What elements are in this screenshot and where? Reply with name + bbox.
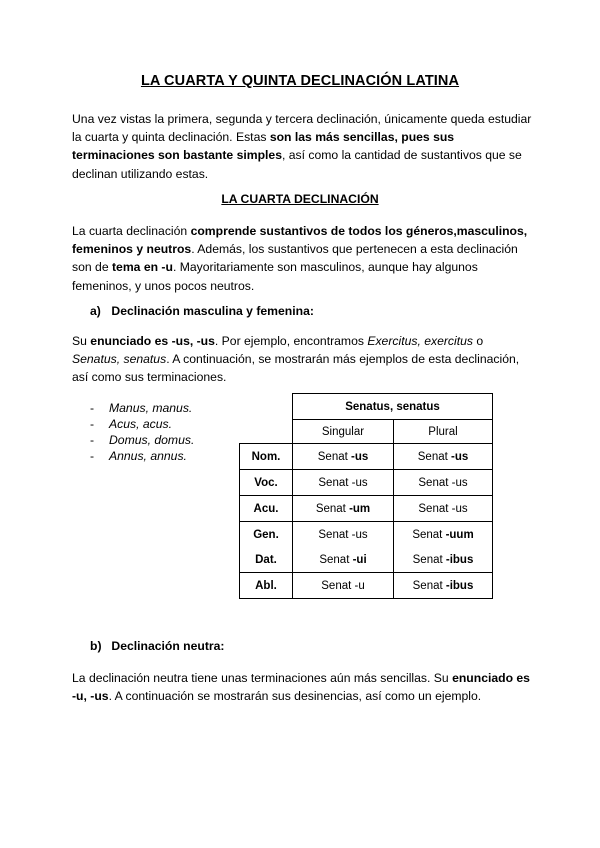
para-b-bold-1: enunciado es -u, -us [72,671,530,704]
plural-cell [394,496,493,522]
list-dash: - [90,417,95,431]
list-dash: - [90,401,95,415]
case-label: Voc. [240,470,293,496]
ending: -ibus [445,553,474,566]
stem: Senat -us [318,476,368,489]
plural-cell [394,547,493,573]
para-b-text-2: . A continuación se mostrarán sus desinencias, así como un ejemplo. [108,689,482,704]
case-label: Gen. [240,522,293,548]
ending: -ui [352,553,367,566]
case-label: Nom. [240,444,293,470]
para-a-text-4: . A continuación, se mostrarán más ejemplos de esta declinación, así como sus terminaciones. [72,352,520,385]
stem: Senat [315,502,350,515]
singular-cell [293,522,394,548]
heading-a [90,304,314,318]
section-text-1: La cuarta declinación [72,224,191,238]
list-item [90,432,194,448]
section-text-2: . Además, los sustantivos que pertenecen a esta declinación son de [72,242,518,275]
document-title: LA CUARTA Y QUINTA DECLINACIÓN LATINA [140,73,460,89]
table-corner [240,420,293,444]
singular-cell [293,547,394,573]
table-row [240,470,493,496]
case-label: Abl. [240,573,293,599]
para-a-italic-1: Exercitus, exercitus [367,334,473,348]
section-bold-2: tema en -u [111,260,173,275]
column-singular: Singular [293,420,394,444]
stem: Senat [412,579,446,592]
table-header: Senatus, senatus [293,394,493,420]
table-subheader-row [240,420,493,444]
plural-cell [394,470,493,496]
singular-cell [293,573,394,599]
table-header-row [240,394,493,420]
case-label: Acu. [240,496,293,522]
intro-text-2: , así como la cantidad de sustantivos que se declinan utilizando estas. [72,148,522,181]
section-bold-1: comprende sustantivos de todos los géneros,masculinos, femeninos y neutros [72,224,528,257]
column-plural: Plural [394,420,493,444]
ending: -us [451,450,469,463]
heading-b-label: b) [90,639,102,653]
table-row [240,573,493,599]
singular-cell [293,496,394,522]
list-item-text: Acus, acus. [109,417,172,431]
case-label: Dat. [240,547,293,573]
intro-text-1: Una vez vistas la primera, segunda y tercera declinación, únicamente queda estudiar la cuarta y quinta declinación. Estas [72,112,532,145]
singular-cell [293,444,394,470]
table-row [240,444,493,470]
list-item [90,416,194,432]
ending: -ibus [445,579,474,592]
heading-a-text: Declinación masculina y femenina: [111,304,314,318]
table-corner [240,394,293,420]
para-a-bold-1: enunciado es -us, -us [90,334,215,348]
stem: Senat -us [418,502,468,515]
para-a-text-2: . Por ejemplo, encontramos [214,334,368,348]
list-dash: - [90,433,95,447]
table-row [240,496,493,522]
para-b-text-1: La declinación neutra tiene unas terminaciones aún más sencillas. Su [72,671,453,685]
list-item [90,400,194,416]
stem: Senat [417,450,451,463]
list-item-text: Domus, domus. [109,433,195,447]
singular-cell [293,470,394,496]
declension-table [239,393,493,599]
intro-paragraph [72,110,532,183]
examples-list [90,400,194,464]
list-dash: - [90,449,95,463]
stem: Senat [319,553,353,566]
table-row [240,522,493,548]
ending: -uum [445,528,474,541]
plural-cell [394,573,493,599]
table-row [240,547,493,573]
stem: Senat -us [318,528,368,541]
intro-bold-1: son las más sencillas, pues sus terminaciones son bastante simples [72,130,455,163]
plural-cell [394,522,493,548]
stem: Senat [412,528,446,541]
ending: -um [349,502,371,515]
stem: Senat [412,553,446,566]
section-paragraph [72,222,532,295]
section-title: LA CUARTA DECLINACIÓN [221,192,379,206]
paragraph-a [72,332,532,387]
para-a-italic-2: Senatus, senatus [72,352,167,367]
list-item-text: Manus, manus. [109,401,193,415]
section-text-3: . Mayoritariamente son masculinos, aunque hay algunos femeninos, y unos pocos neutros. [72,260,478,293]
heading-b-text: Declinación neutra: [111,639,225,653]
heading-a-label: a) [90,304,101,318]
ending: -us [351,450,369,463]
list-item [90,448,194,464]
heading-b [90,639,225,653]
plural-cell [394,444,493,470]
paragraph-b [72,669,532,705]
para-a-text-3: o [473,334,484,348]
para-a-text-1: Su [72,334,91,348]
stem: Senat -us [418,476,468,489]
stem: Senat [317,450,351,463]
stem: Senat -u [321,579,365,592]
list-item-text: Annus, annus. [109,449,187,463]
